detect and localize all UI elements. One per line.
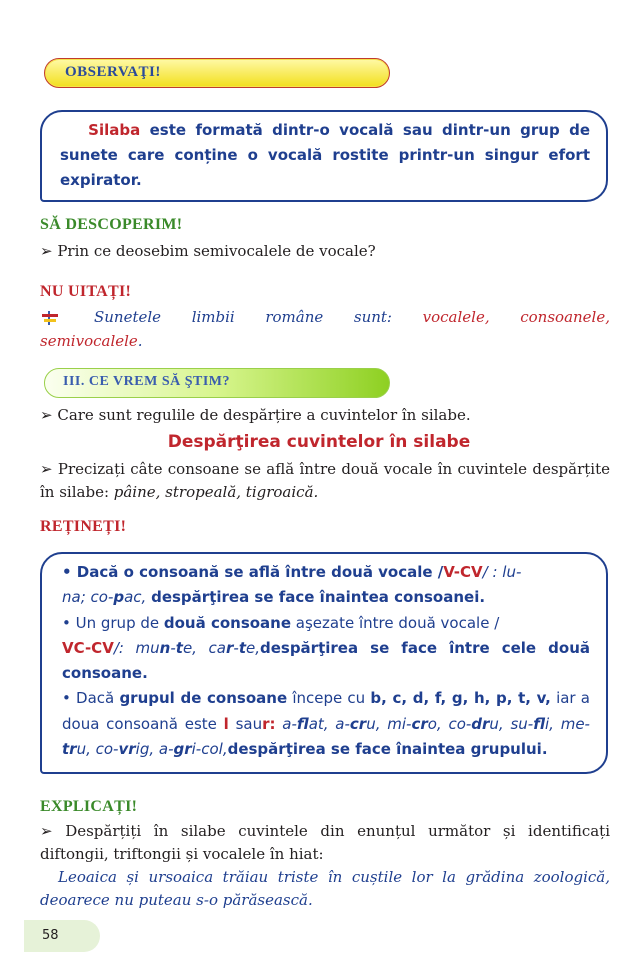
definition-text [60,118,590,193]
explicati-quote: Leoaica și ursoaica trăiau triste în cuștile lor la grădina zoologică, deoarece nu puteau s-o părăsească. [40,868,610,909]
nu-uitati-list2: semivocalele [40,332,138,350]
rule1-e: p [113,588,125,607]
nu-uitati-list: vocalele, consoanele, [422,308,610,326]
observati-label: OBSERVAŢI! [65,64,161,80]
rule3-j: fl [296,714,309,733]
ce-vrem-banner [44,368,390,398]
nu-uitati-line2 [40,330,143,353]
rule3-g: sau [228,714,263,733]
section-title: Despărţirea cuvintelor în silabe [167,432,471,452]
rule2-c: aşezate între două vocale / [291,613,500,632]
explicati-item: ➢ Despărțiți în silabe cuvintele din enunțul următor și identificați diftongii, triftongii și vocalele în hiat: [40,822,610,863]
page-number-tab [24,920,100,952]
nu-uitati-heading: NU UITAȚI! [40,283,132,300]
preciza-body: ➢ Precizați câte consoane se află între două vocale în cuvintele despărțite în silabe: [40,460,610,501]
rule2-l: t [238,638,246,657]
rule2-e: /: mu [113,638,160,657]
rule2-i: e, ca [182,638,226,657]
nu-uitati-intro: Sunetele limbii române sunt: [94,308,392,326]
rule2-pattern: VC-CV [62,638,114,657]
rule3-r: su- [510,714,534,733]
rule3-t: i, me- [545,714,590,733]
rule3-b: grupul de consoane [119,689,288,708]
rule1-f: ac, [124,588,152,607]
rule-1 [62,560,590,611]
rule3-x: ig, a- [135,740,174,759]
preciza-examples: pâine, stropeală, tigroaică. [113,483,319,501]
rule3-i: a- [275,714,297,733]
rule-3 [62,686,590,762]
rules-text [62,560,590,762]
rule3-a: • Dacă [62,689,120,708]
rule3-v: u, co- [76,740,119,759]
rule2-g: - [170,638,176,657]
rule3-z: i-col, [191,740,228,759]
rule2-f: n [159,638,171,657]
rule1-pattern: V-CV [443,563,483,581]
definition-keyword: Silaba [88,121,141,139]
rule3-n: cr [411,714,428,733]
rule2-j: r [225,638,234,657]
rule1-g: despărţirea se face înaintea consoanei. [151,588,486,607]
rule3-q: u, [489,714,504,733]
rule1-d: na; co- [62,588,114,607]
question-text: ➢ Care sunt regulile de despărțire a cuvintelor în silabe. [40,406,471,424]
sa-descoperim-heading: SĂ DESCOPERIM! [40,216,183,233]
observati-banner [44,58,390,88]
rule1-c: / : lu- [482,563,522,581]
retineti-heading: REȚINEȚI! [40,518,127,535]
rule3-u: tr [62,740,77,759]
rule3-y: gr [173,740,192,759]
rule1-a: • Dacă o consoană se află între două vocale / [62,563,444,581]
rule3-p: dr [471,714,490,733]
nu-uitati-end: . [137,332,143,350]
ce-vrem-label: III. CE VREM SĂ ŞTIM? [63,374,230,389]
sa-descoperim-item: ➢ Prin ce deosebim semivocalele de vocale? [40,242,376,260]
rule3-e: iar a doua consoană este [62,689,590,733]
rule3-c: începe cu [287,689,371,708]
rule3-m: u, mi- [366,714,412,733]
rule3-w: vr [118,740,136,759]
rule3-o: o, co- [427,714,472,733]
rule-2 [62,611,590,687]
rule2-n: despărţirea se face între cele două consoane. [62,638,590,683]
rule3-s: fl [533,714,546,733]
rule3-l: cr [349,714,367,733]
page-number: 58 [42,928,59,943]
rule2-a: • Un grup de [62,613,164,632]
rule3-d: b, c, d, f, g, h, p, t, v, [370,689,551,708]
rule3-end: despărţirea se face înaintea grupului. [227,740,548,759]
rule2-m: e, [245,638,260,657]
rule3-h: r: [262,714,276,733]
definition-body: este formată dintr-o vocală sau dintr-un grup de sunete care conține o vocală rostite printr-un singur efort expirator. [60,121,590,189]
rule2-h: t [175,638,183,657]
explicati-heading: EXPLICAȚI! [40,798,138,815]
nu-uitati-line1 [40,306,610,329]
rule3-f: l [223,714,229,733]
rule2-b: două consoane [163,613,292,632]
rule3-k: at, a- [308,714,350,733]
rule2-k: - [233,638,239,657]
preciza-text [40,458,610,504]
